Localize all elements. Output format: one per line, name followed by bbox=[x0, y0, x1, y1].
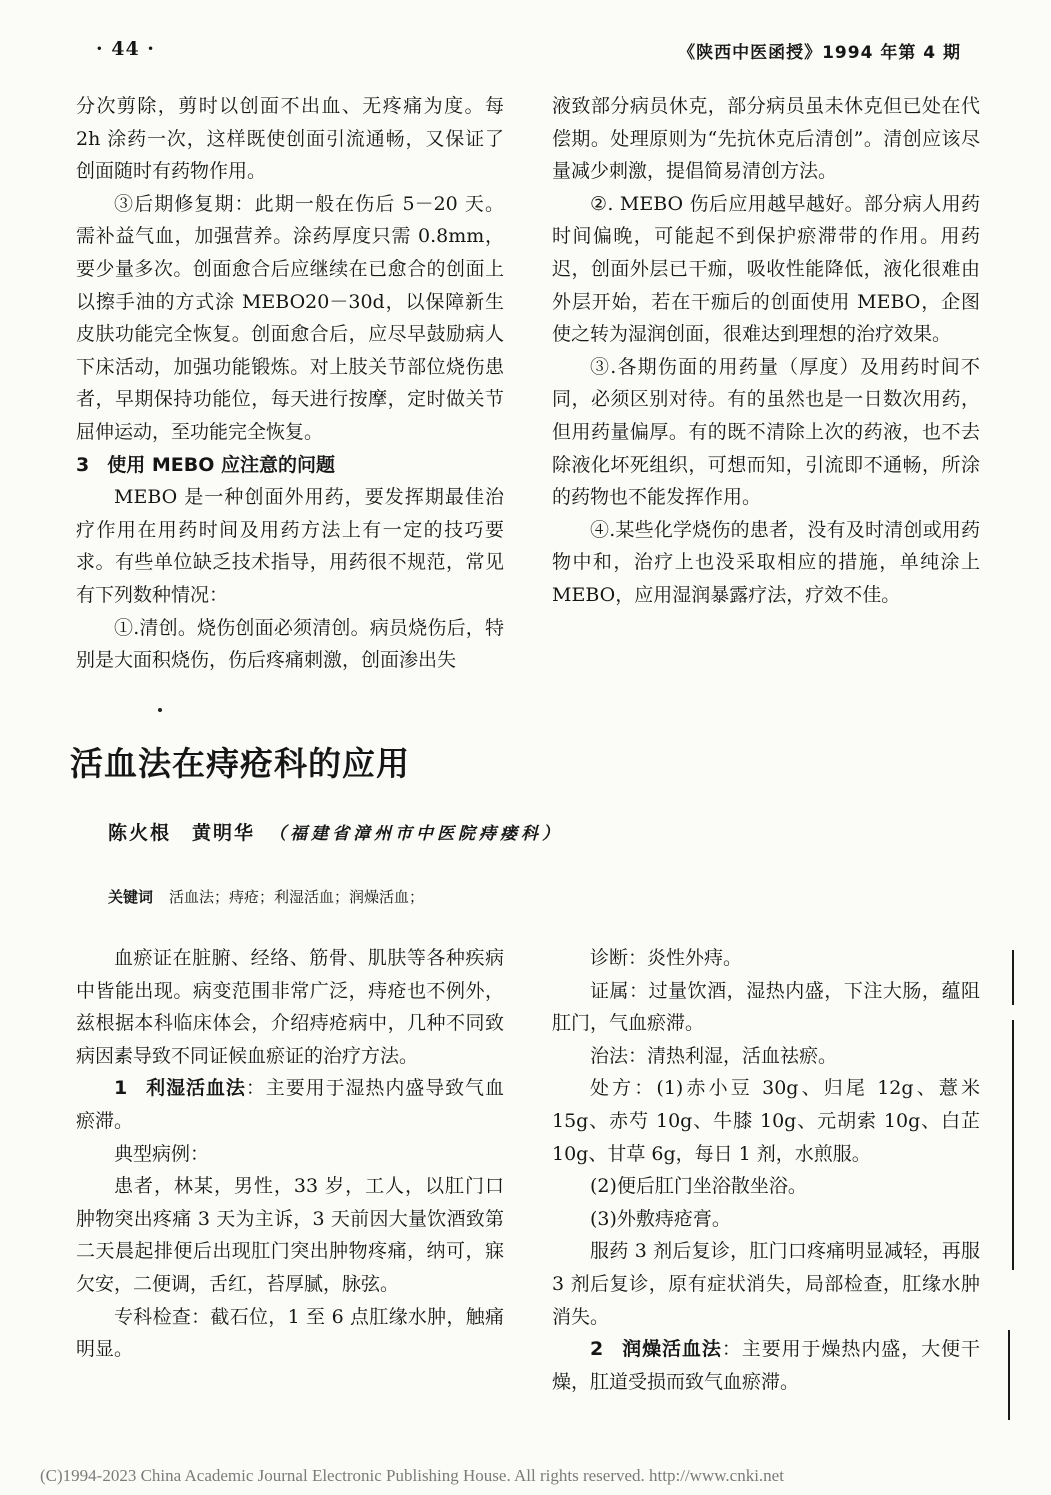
paragraph: ④.某些化学烧伤的患者，没有及时清创或用药物中和，治疗上也没采取相应的措施，单纯涂上 MEBO，应用湿润暴露疗法，疗效不佳。 bbox=[552, 518, 980, 606]
keywords-line bbox=[108, 886, 424, 907]
case-label: 典型病例： bbox=[114, 1142, 210, 1165]
paragraph: ③.各期伤面的用药量（厚度）及用药时间不同，必须区别对待。有的虽然也是一日数次用药，但用药量偏厚。有的既不清除上次的药液，也不去除液化坏死组织，可想而知，引流即不通畅，所涂的药物也不能发挥作用。 bbox=[552, 355, 980, 509]
keywords-label: 关键词 bbox=[108, 888, 154, 906]
article-title: 活血法在痔疮科的应用 bbox=[70, 744, 410, 783]
section-paragraph bbox=[76, 1072, 504, 1137]
section-text: ：主要用于燥热内盛，大便干燥，肛道受损而致气血瘀滞。 bbox=[552, 1338, 980, 1393]
section-number: 2 bbox=[590, 1338, 604, 1361]
section-title: 利湿活血法 bbox=[145, 1077, 246, 1100]
section-number: 3 bbox=[76, 453, 90, 476]
paragraph: 服药 3 剂后复诊，肛门口疼痛明显减轻，再服 3 剂后复诊，原有症状消失，局部检查，肛缘水肿消失。 bbox=[552, 1240, 980, 1328]
scan-edge-line bbox=[1012, 1020, 1014, 1270]
section-number: 1 bbox=[114, 1077, 128, 1100]
paragraph: ①.清创。烧伤创面必须清创。病员烧伤后，特别是大面积烧伤，伤后疼痛刺激，创面渗出失 bbox=[76, 616, 504, 672]
bottom-left-column bbox=[76, 942, 504, 1366]
paragraph: ②. MEBO 伤后应用越早越好。部分病人用药时间偏晚，可能起不到保护瘀滞带的作用。用药迟，创面外层已干痂，吸收性能降低，液化很难由外层开始，若在干痂后的创面使用 MEBO，企图使之转为湿润创面，很难达到理想的治疗效果。 bbox=[552, 192, 980, 346]
section-text: ：主要用于湿热内盛导致气血瘀滞。 bbox=[76, 1077, 504, 1132]
keywords: 活血法；痔疮；利湿活血；润燥活血； bbox=[169, 888, 425, 906]
paragraph: (3)外敷痔疮膏。 bbox=[590, 1207, 731, 1230]
paragraph: 证属：过量饮酒，湿热内盛，下注大肠，蕴阻肛门，气血瘀滞。 bbox=[552, 979, 980, 1035]
scan-edge-line bbox=[1012, 950, 1014, 1005]
section-heading bbox=[76, 449, 504, 482]
paragraph: 血瘀证在脏腑、经络、筋骨、肌肤等各种疾病中皆能出现。病变范围非常广泛，痔疮也不例外，兹根据本科临床体会，介绍痔疮病中，几种不同致病因素导致不同证候血瘀证的治疗方法。 bbox=[76, 947, 504, 1067]
bottom-right-column bbox=[552, 942, 980, 1398]
scan-edge-line bbox=[1008, 1330, 1010, 1420]
section-heading bbox=[590, 1338, 722, 1360]
author-line bbox=[108, 818, 563, 845]
paragraph: 处方：(1)赤小豆 30g、归尾 12g、薏米 15g、赤芍 10g、牛膝 10g、元胡索 10g、白芷 10g、甘草 6g，每日 1 剂，水煎服。 bbox=[552, 1077, 980, 1165]
authors: 陈火根 黄明华 bbox=[108, 822, 256, 844]
section-paragraph bbox=[552, 1333, 980, 1398]
copyright-footer: (C)1994-2023 China Academic Journal Electronic Publishing House. All rights reserved. http://www.cnki.net bbox=[40, 1466, 784, 1485]
paragraph: 分次剪除，剪时以创面不出血、无疼痛为度。每 2h 涂药一次，这样既使创面引流通畅，又保证了创面随时有药物作用。 bbox=[76, 95, 504, 183]
section-title: 使用 MEBO 应注意的问题 bbox=[107, 453, 335, 476]
paragraph: 专科检查：截石位，1 至 6 点肛缘水肿，触痛明显。 bbox=[76, 1305, 504, 1361]
paragraph: 液致部分病员休克，部分病员虽未休克但已处在代偿期。处理原则为“先抗休克后清创”。清创应该尽量减少刺激，提倡简易清创方法。 bbox=[552, 95, 980, 183]
top-left-column bbox=[76, 90, 504, 677]
journal-header: 《陕西中医函授》1994 年第 4 期 bbox=[678, 43, 961, 63]
paragraph: 诊断：炎性外痔。 bbox=[590, 947, 743, 969]
section-title: 润燥活血法 bbox=[621, 1338, 722, 1361]
paragraph: 患者，林某，男性，33 岁，工人，以肛门口肿物突出疼痛 3 天为主诉，3 天前因大量饮酒致第二天晨起排便后出现肛门突出肿物疼痛，纳可，寐欠安，二便调，舌红，苔厚腻，脉弦。 bbox=[76, 1175, 504, 1295]
top-right-column bbox=[552, 90, 980, 612]
section-heading bbox=[114, 1077, 246, 1099]
paragraph: ③后期修复期：此期一般在伤后 5－20 天。需补益气血，加强营养。涂药厚度只需 0.8mm，要少量多次。创面愈合后应继续在已愈合的创面上以擦手油的方式涂 MEBO20－30d，以保障新生皮肤功能完全恢复。创面愈合后，应尽早鼓励病人下床活动，加强功能锻炼。对上肢关节部位烧伤患者，早期保持功能位，每天进行按摩，定时做关节屈伸运动，至功能完全恢复。 bbox=[76, 192, 504, 443]
paragraph: MEBO 是一种创面外用药，要发挥期最佳治疗作用在用药时间及用药方法上有一定的技巧要求。有些单位缺乏技术指导，用药很不规范，常见有下列数种情况： bbox=[76, 486, 504, 606]
page-number: · 44 · bbox=[96, 38, 155, 60]
affiliation: （福建省漳州市中医院痔瘘科） bbox=[269, 824, 564, 844]
paragraph: (2)便后肛门坐浴散坐浴。 bbox=[590, 1175, 807, 1198]
scan-speck bbox=[158, 708, 162, 712]
paragraph: 治法：清热利湿，活血祛瘀。 bbox=[590, 1044, 838, 1067]
